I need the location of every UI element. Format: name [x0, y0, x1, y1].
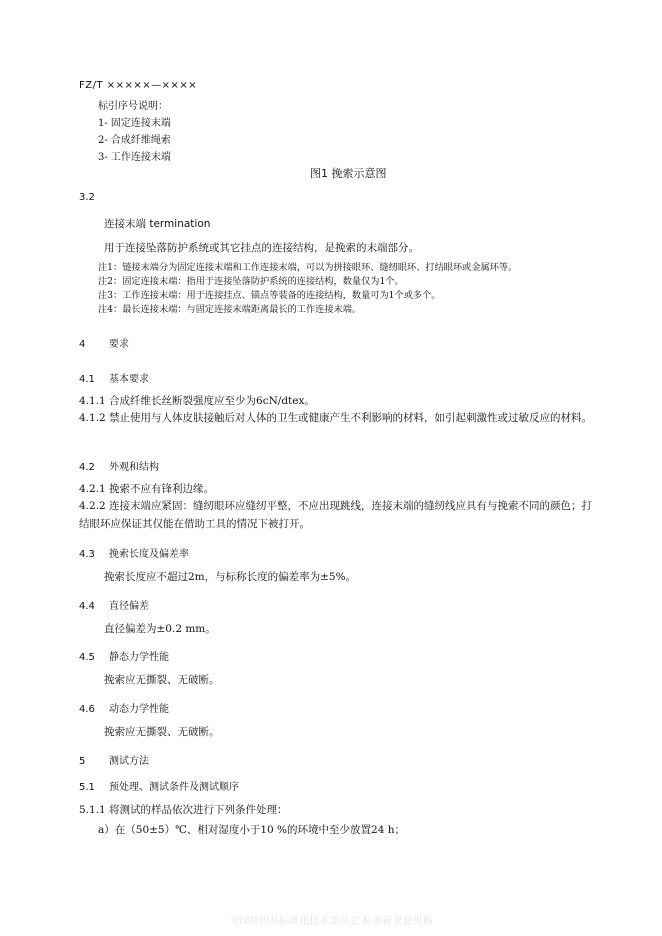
legend-title: 标引序号说明：: [98, 101, 168, 112]
note-2: 注2：固定连接末端：指用于连接坠落防护系统的连接结构，数量仅为1个。: [98, 276, 404, 287]
figure-caption: 图1 挽索示意图: [310, 167, 387, 180]
term-definition: 用于连接坠落防护系统或其它挂点的连接结构，是挽索的末端部分。: [104, 242, 419, 254]
section-4-2-number: 4.2: [79, 462, 95, 473]
section-5-1-title: 预处理、测试条件及测试顺序: [109, 782, 239, 793]
section-4-heading: [79, 335, 129, 350]
section-5-1-number: 5.1: [79, 782, 95, 793]
clause-4-1-1: 4.1.1 合成纤维长丝断裂强度应至少为6cN/dtex。: [79, 395, 315, 407]
section-4-3-number: 4.3: [79, 549, 95, 560]
section-4-2-title: 外观和结构: [109, 462, 159, 473]
clause-4-2-1: 4.2.1 挽索不应有锋利边缘。: [79, 483, 215, 495]
section-4-4-title: 直径偏差: [109, 601, 149, 612]
section-4-4-heading: [79, 597, 149, 612]
section-4-5-number: 4.5: [79, 652, 95, 663]
section-4-3-title: 挽索长度及偏差率: [109, 549, 189, 560]
section-4-1-heading: [79, 370, 149, 385]
section-4-6-title: 动态力学性能: [109, 704, 169, 715]
section-4-5-text: 挽索应无撕裂、无破断。: [104, 674, 220, 686]
clause-4-1-2: 4.1.2 禁止使用与人体皮肤接触后对人体的卫生或健康产生不利影响的材料，如引起刺激性或过敏反应的材料。: [79, 412, 593, 424]
section-3-2-number: 3.2: [79, 192, 95, 203]
document-code: FZ/T ×××××—××××: [79, 80, 198, 91]
section-5-heading: [79, 752, 149, 767]
section-4-2-heading: [79, 458, 159, 473]
section-5-title: 测试方法: [109, 756, 149, 767]
section-5-number: 5: [79, 756, 86, 767]
section-4-3-heading: [79, 545, 189, 560]
note-1: 注1：链接末端分为固定连接末端和工作连接末端，可以为拼接眼环、缝纫眼环、打结眼环或金属环等。: [98, 262, 518, 273]
clause-5-1-1-item-a: a）在（50±5）℃、相对湿度小于10 %的环境中至少放置24 h；: [98, 824, 405, 836]
legend-item-2: 2- 合成纤维绳索: [98, 135, 171, 146]
clause-5-1-1: 5.1.1 将测试的样品依次进行下列条件处理：: [79, 804, 288, 816]
clause-4-2-2: 4.2.2 连接末端应紧固：缝纫眼环应缝纫平整，不应出现跳线，连接末端的缝纫线应具有与挽索不同的颜色；打结眼环应保证其仅能在借助工具的情况下被打开。: [79, 500, 593, 530]
section-4-4-number: 4.4: [79, 601, 95, 612]
note-4: 注4：最长连接末端：与固定连接末端距离最长的工作连接末端。: [98, 304, 362, 315]
section-4-5-title: 静态力学性能: [109, 652, 169, 663]
section-4-6-heading: [79, 700, 169, 715]
section-4-6-number: 4.6: [79, 704, 95, 715]
section-4-5-heading: [79, 648, 169, 663]
section-4-3-text: 挽索长度应不超过2m，与标称长度的偏差率为±5%。: [104, 571, 357, 583]
section-4-number: 4: [79, 339, 86, 350]
section-5-1-heading: [79, 778, 239, 793]
section-4-1-title: 基本要求: [109, 374, 149, 385]
section-4-1-number: 4.1: [79, 374, 95, 385]
note-3: 注3：工作连接末端：用于连接挂点、锚点等装备的连接结构，数量可为1个或多个。: [98, 290, 441, 301]
section-4-6-text: 挽索应无撕裂、无破断。: [104, 726, 220, 738]
section-4-title: 要求: [109, 339, 129, 350]
term-title: 连接末端 termination: [104, 218, 211, 230]
legend-item-3: 3- 工作连接末端: [98, 152, 171, 163]
section-4-4-text: 直径偏差为±0.2 mm。: [104, 623, 216, 635]
legend-item-1: 1- 固定连接末端: [98, 118, 171, 129]
footer-watermark: 全国纺织品标准化技术委员会 标准征求意见稿: [229, 916, 433, 927]
